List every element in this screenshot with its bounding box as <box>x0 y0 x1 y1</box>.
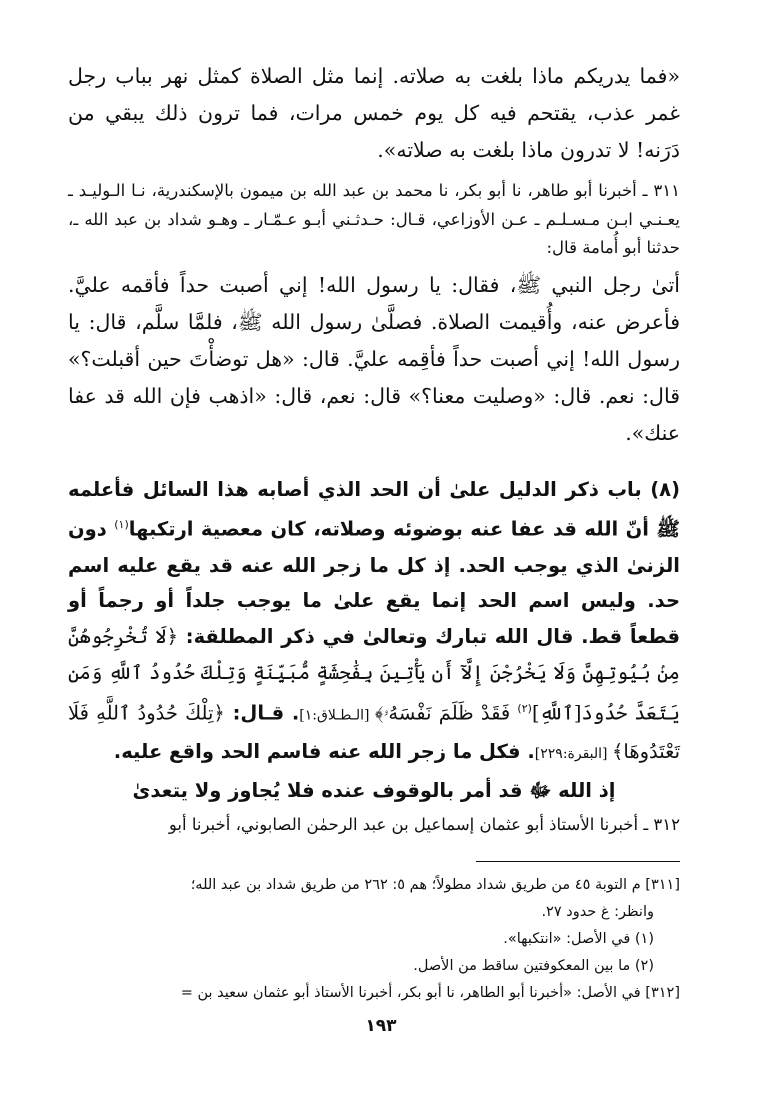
hadith-312-start: ٣١٢ ـ أخبرنا الأستاذ أبو عثمان إسماعيل بن عبد الرحمٰن الصابوني، أخبرنا أبو <box>168 814 680 834</box>
footnotes <box>68 872 680 1007</box>
footnote-311-cont: وانظر: غ حدود ٢٧. <box>541 903 654 920</box>
hadith-311-matn: أتىٰ رجل النبي ﷺ، فقال: يا رسول الله! إني أصبت حداً فأقمه عليَّ. فأعرض عنه، وأُقيمت الصلاة. فصلَّىٰ رسول الله ﷺ، فلمَّا سلَّم، قال: يا رسول الله! إني أصبت حداً فأقِمه عليَّ. قال: «هل توضأْتَ حين أقبلت؟» قال: نعم. قال: «وصليت معنا؟» قال: نعم، قال: «اذهب فإن الله قد عفا عنك». <box>68 272 680 445</box>
hadith-311-isnad: ٣١١ ـ أخبرنا أبو طاهر، نا أبو بكر، نا محمد بن عبد الله بن ميمون بالإسكندرية، نـا الـوليـد ـ يعـنـي ابـن مـسـلـم ـ عـن الأوزاعي، قـال: حـدثـني أبـو عـمّـار ـ وهـو شداد بن عبد الله ـ، حدثنا أبو أُمامة قال: <box>68 181 680 257</box>
footnote-312: [٣١٢] في الأصل: «أخبرنا أبو الطاهر، نا أبو بكر، أخبرنا الأستاذ أبو عثمان سعيد بن = <box>180 984 680 1001</box>
footnote-divider <box>476 861 680 862</box>
footnote-311: [٣١١] م التوبة ٤٥ من طريق شداد مطولاً؛ هم ٥: ٢٦٢ من طريق شداد بن عبد الله؛ <box>190 876 680 893</box>
chapter-heading: (٨) باب ذكر الدليل علىٰ أن الحد الذي أصابه هذا السائل فأعلمه ﷺ أنّ الله قد عفا عنه بوضوئه وصلاته، كان معصية ارتكبها <box>68 477 680 541</box>
footnote-mark-2: (٢) <box>517 701 532 715</box>
chapter-last-line: إذ الله ﷻ قد أمر بالوقوف عنده فلا يُجاوز ولا يتعدىٰ <box>132 778 616 802</box>
footnote-2: (٢) ما بين المعكوفتين ساقط من الأصل. <box>413 957 654 974</box>
quran-verse-talaq-end: فَقَدْ ظَلَمَ نَفْسَهُۥ﴾ <box>374 701 518 725</box>
said-text: . قـال: <box>224 701 300 725</box>
chapter-conclusion: . فكل ما زجر الله عنه فاسم الحد واقع عليه. <box>113 740 535 764</box>
quran-verse-talaq: ﴿لَا تُخْرِجُوهُنَّ مِنۢ بُيُوتِهِنَّ وَلَا يَخْرُجْنَ إِلَّآ أَن يَأْتِينَ بِفَٰحِشَةٍ مُّبَيِّنَةٍ وَتِلْكَ حُدُودُ ٱللَّهِ وَمَن يَتَعَدَّ حُدُودَ[ٱللَّهِ] <box>68 625 680 725</box>
verse-reference-talaq: [الـطـلاق:١] <box>299 707 375 724</box>
quran-verse-baqarah: ﴿تِلْكَ حُدُودُ ٱللَّهِ فَلَا تَعْتَدُوهَا﴾ <box>68 701 680 764</box>
footnote-mark-1: (١) <box>114 518 129 532</box>
verse-reference-baqarah: [البقرة:٢٢٩] <box>534 746 612 763</box>
page-number: ١٩٣ <box>365 1016 397 1036</box>
hadith-310-continuation: «فما يدريكم ماذا بلغت به صلاته. إنما مثل الصلاة كمثل نهر بباب رجل غمر عذب، يقتحم فيه كل يوم خمس مرات، فما ترون ذلك يبقي من دَرَنه! لا تدرون ماذا بلغت به صلاته». <box>68 64 680 162</box>
chapter-8 <box>68 472 680 809</box>
footnote-1: (١) في الأصل: «انتكبها». <box>503 930 654 947</box>
chapter-heading-continuation: دون الزنىٰ الذي يوجب الحد. إذ كل ما زجر الله عنه قد يقع عليه اسم حد. وليس اسم الحد إنما يقع علىٰ ما يوجب جلداً أو رجماً أو قطعاً قط. قال الله تبارك وتعالىٰ في ذكر المطلقة: <box>68 517 681 649</box>
